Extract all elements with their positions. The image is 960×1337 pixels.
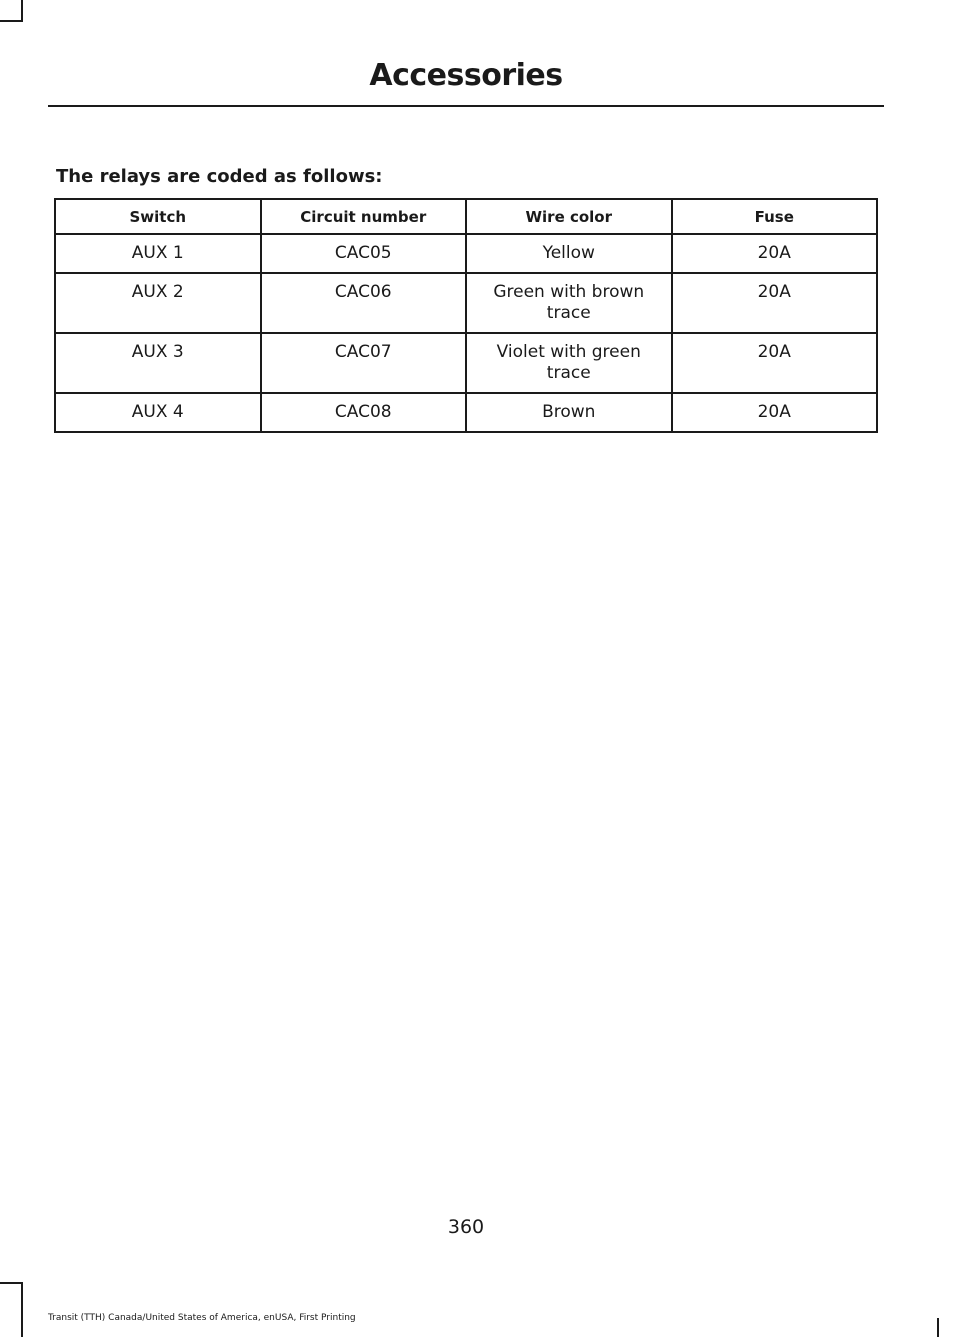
crop-mark-top-left-horizontal — [0, 20, 23, 22]
footer-text: Transit (TTH) Canada/United States of America, enUSA, First Printing — [48, 1313, 356, 1323]
cell-circuit: CAC07 — [261, 333, 467, 393]
column-header-wire-color: Wire color — [466, 199, 672, 234]
column-header-switch: Switch — [55, 199, 261, 234]
wire-color-line: Violet with green — [496, 342, 641, 362]
cell-circuit: CAC05 — [261, 234, 467, 273]
header-divider — [48, 105, 884, 107]
cell-wire-color — [466, 234, 672, 273]
table-row — [55, 333, 877, 393]
cell-circuit: CAC08 — [261, 393, 467, 432]
cell-switch: AUX 4 — [55, 393, 261, 432]
relay-table — [54, 198, 878, 433]
cell-fuse: 20A — [672, 234, 878, 273]
crop-mark-bottom-left-horizontal — [0, 1282, 23, 1284]
page-number: 360 — [447, 1216, 485, 1238]
cell-switch: AUX 2 — [55, 273, 261, 333]
intro-text: The relays are coded as follows: — [56, 166, 383, 187]
cell-wire-color — [466, 333, 672, 393]
wire-color-line: trace — [546, 363, 591, 383]
crop-mark-bottom-left-vertical — [21, 1282, 23, 1337]
table-row — [55, 273, 877, 333]
cell-fuse: 20A — [672, 273, 878, 333]
wire-color-line: Green with brown — [493, 282, 645, 302]
crop-mark-bottom-right-vertical — [937, 1318, 939, 1337]
wire-color-line: Brown — [542, 402, 596, 422]
crop-mark-top-left-vertical — [21, 0, 23, 20]
cell-switch: AUX 1 — [55, 234, 261, 273]
cell-fuse: 20A — [672, 333, 878, 393]
cell-fuse: 20A — [672, 393, 878, 432]
cell-wire-color — [466, 393, 672, 432]
column-header-circuit-number: Circuit number — [261, 199, 467, 234]
table-header-row — [55, 199, 877, 234]
page-title: Accessories — [369, 58, 563, 93]
cell-switch: AUX 3 — [55, 333, 261, 393]
column-header-fuse: Fuse — [672, 199, 878, 234]
cell-circuit: CAC06 — [261, 273, 467, 333]
cell-wire-color — [466, 273, 672, 333]
table-row — [55, 234, 877, 273]
wire-color-line: Yellow — [542, 243, 595, 263]
table-row — [55, 393, 877, 432]
wire-color-line: trace — [546, 303, 591, 323]
